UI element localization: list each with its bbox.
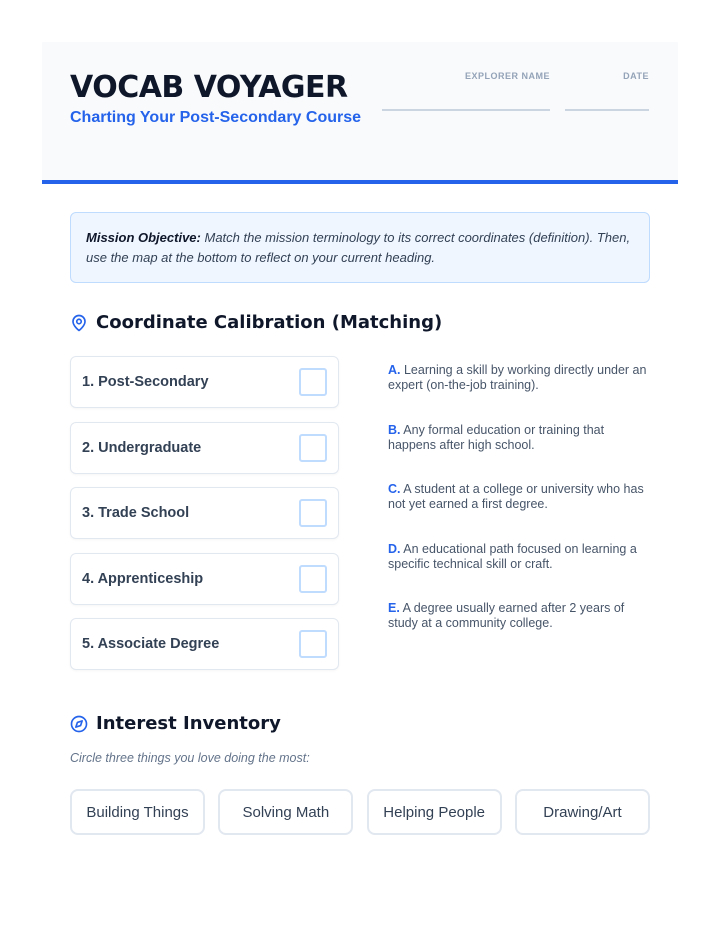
definition-list [388,363,650,661]
definition-text: A degree usually earned after 2 years of study at a community college. [388,601,625,630]
definition-text: An educational path focused on learning a specific technical skill or craft. [388,541,637,571]
term-card [70,618,339,670]
matching-section-heading [70,312,442,333]
worksheet-title: VOCAB VOYAGER [70,70,348,105]
answer-box[interactable] [299,499,327,527]
worksheet-header [42,42,678,184]
definition-text: Any formal education or training that happens after high school. [388,422,605,452]
explorer-name-line[interactable] [382,109,550,111]
term-list [70,356,339,684]
date-label: DATE [623,71,649,81]
interest-heading-text: Interest Inventory [96,713,281,734]
definition-letter: D. [388,541,401,556]
answer-box[interactable] [299,368,327,396]
term-card [70,487,339,539]
answer-box[interactable] [299,630,327,658]
term-card [70,553,339,605]
interest-options [70,789,650,835]
interest-instruction: Circle three things you love doing the most: [70,751,310,765]
interest-option[interactable]: Drawing/Art [515,789,650,835]
definition-letter: A. [388,363,401,377]
definition-text: A student at a college or university who has not yet earned a first degree. [388,482,644,511]
definition-item [388,363,650,423]
definition-letter: E. [388,601,400,615]
date-line[interactable] [565,109,649,111]
interest-option[interactable]: Solving Math [218,789,353,835]
term-label: 1. Post-Secondary [82,374,209,390]
term-card [70,356,339,408]
explorer-name-label: EXPLORER NAME [464,71,550,81]
map-pin-icon [70,314,88,332]
answer-box[interactable] [299,565,327,593]
interest-section-heading [70,713,281,734]
definition-item [388,482,650,542]
term-label: 5. Associate Degree [82,636,220,652]
date-field[interactable] [565,71,649,81]
interest-option[interactable]: Building Things [70,789,205,835]
matching-heading-text: Coordinate Calibration (Matching) [96,312,443,333]
term-label: 3. Trade School [82,505,190,521]
definition-item [388,542,650,602]
definition-item [388,601,650,661]
worksheet-subtitle: Charting Your Post-Secondary Course [70,109,362,126]
definition-item [388,423,650,483]
term-label: 2. Undergraduate [82,439,202,456]
mission-objective-label: Mission Objective: [86,230,201,245]
explorer-name-field[interactable] [382,71,550,81]
term-card [70,422,339,474]
term-label: 4. Apprenticeship [82,570,204,587]
mission-objective-box [70,212,650,283]
definition-letter: C. [388,482,401,496]
definition-letter: B. [388,422,401,437]
mission-objective-text: Match the mission terminology to its correct coordinates (definition). Then, use the map at the bottom to reflect on your current heading. [86,230,631,265]
interest-option[interactable]: Helping People [367,789,502,835]
answer-box[interactable] [299,434,327,462]
definition-text: Learning a skill by working directly under an expert (on-the-job training). [388,363,647,392]
compass-icon [70,715,88,733]
